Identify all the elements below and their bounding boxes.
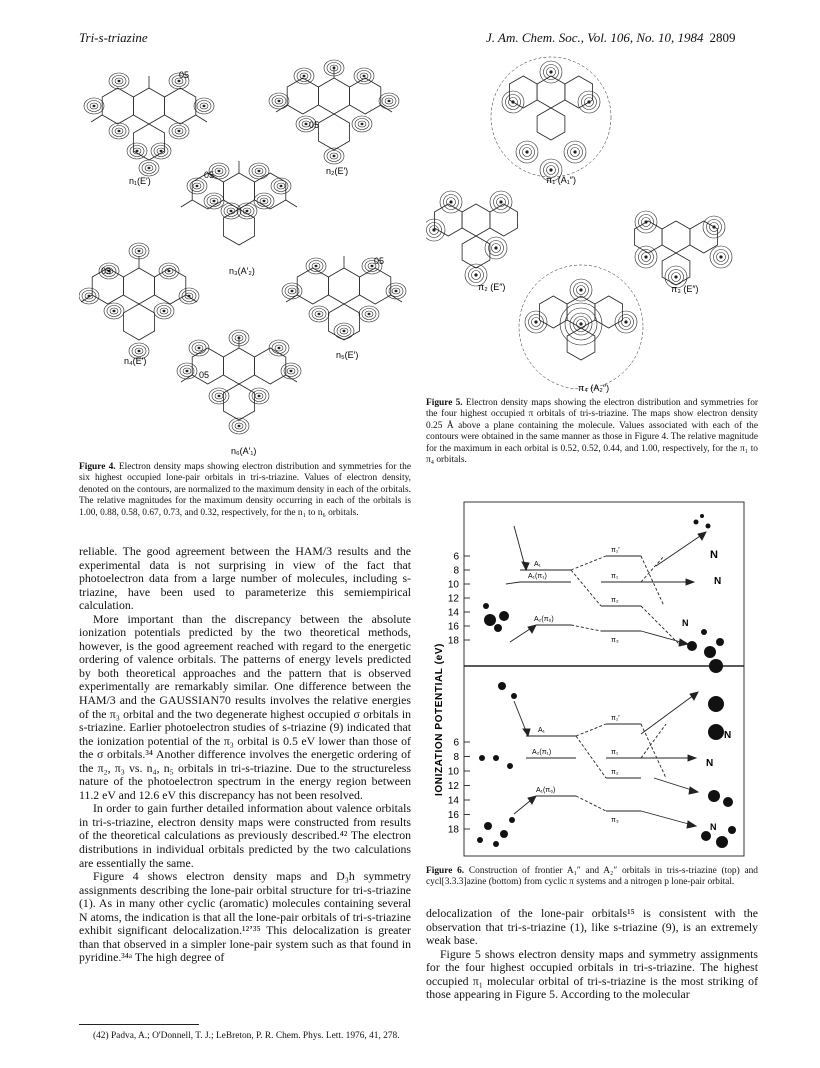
figure-5-svg bbox=[426, 52, 758, 394]
label-pi4: π₄ (A₂″) bbox=[578, 383, 610, 393]
axis-tick-label: 6 bbox=[453, 551, 459, 563]
axis-tick-label: 18 bbox=[447, 635, 459, 647]
ticks-top bbox=[448, 552, 470, 647]
pi2-map bbox=[426, 191, 518, 286]
level-label: π₂ bbox=[611, 597, 619, 604]
caption-text: Construction of frontier A₁″ and A₂″ orbitals in tris-s-triazine (top) and cycl[3.3.3]azine (bottom) from cyclic π systems and a nitrogen p lone-pair orbital. bbox=[426, 866, 758, 888]
running-head-title: Tri-s-triazine bbox=[79, 30, 148, 45]
axis-tick-label: 6 bbox=[453, 737, 459, 749]
atom-label: N bbox=[682, 618, 689, 628]
contour-label: 05 bbox=[309, 120, 320, 130]
figure-5-contour-maps bbox=[426, 52, 758, 394]
top-levels bbox=[520, 556, 681, 646]
contour-label: 05 bbox=[179, 70, 190, 80]
contour-label: 05 bbox=[204, 170, 215, 180]
figure-6-energy-diagram bbox=[426, 496, 758, 860]
atom-label: N bbox=[710, 549, 718, 561]
paragraph: More important than the discrepancy between the absolute ionization potentials predicted by the two theoretical methods, however, is the good agreement reached with regard to the energetic ordering of valence orbitals. The patterns of energy levels predicted by both theoretical approaches and the pattern that is observed experimentally are remarkably similar. One difference between the HAM/3 and the GAUSSIAN70 results involves the relative energies of the π₃ orbital and the two degenerate highest occupied σ orbitals in s-triazine. Earlier photoelectron studies of s-triazine (9) indicated that the ionization potential of the π₃ orbital is 0.5 eV lower than those of the σ orbitals.³⁴ Another difference involves the energetic ordering of the π₂, π₃ vs. n₄, n₅ orbitals in tri-s-triazine. Due to the structureless nature of the photoelectron spectrum in the energy region between 11.2 eV and 12.6 eV this discrepancy has not been resolved. bbox=[79, 611, 411, 802]
level-label: A₁(π₆) bbox=[536, 787, 556, 794]
level-label: π₁′ bbox=[611, 547, 620, 554]
label-n4: n₄(E′) bbox=[124, 356, 147, 366]
level-label: A₁(π₁) bbox=[528, 573, 547, 580]
level-label: A₂(π₁) bbox=[532, 749, 552, 756]
level-label: A₂(π₆) bbox=[534, 616, 554, 623]
level-label: π₁′ bbox=[611, 715, 620, 722]
bottom-arrows bbox=[514, 692, 698, 828]
n4-map bbox=[79, 243, 199, 359]
atom-label: N bbox=[706, 758, 714, 769]
top-arrows bbox=[506, 526, 706, 646]
atom-label: N bbox=[714, 576, 722, 587]
n1-map bbox=[84, 73, 214, 176]
figure-4-svg bbox=[79, 56, 411, 461]
level-label: π₃ bbox=[611, 637, 619, 644]
paragraph: In order to gain further detailed information about valence orbitals in tri-s-triazine, electron density maps were constructed from results of the theoretical calculations as previously described.⁴² The electron distributions in individual orbitals predicted by the two calculations are essentially the same. bbox=[79, 801, 411, 870]
label-pi3: π₃ (E″) bbox=[671, 284, 699, 294]
label-n5: n₅(E′) bbox=[336, 350, 359, 360]
y-axis-label: IONIZATION POTENTIAL (eV) bbox=[434, 643, 445, 796]
label-pi2: π₂ (E″) bbox=[478, 282, 506, 292]
diagram-frame bbox=[464, 502, 744, 856]
axis-tick-label: 12 bbox=[447, 781, 459, 792]
axis-tick-label: 12 bbox=[447, 593, 459, 605]
footnote: (42) Padva, A.; O'Donnell, T. J.; LeBreton, P. R. Chem. Phys. Lett. 1976, 41, 278. bbox=[93, 1031, 400, 1041]
axis-tick-label: 18 bbox=[447, 824, 459, 836]
label-n2: n₂(E′) bbox=[326, 166, 349, 176]
atom-label: N bbox=[710, 822, 717, 832]
axis-tick-label: 10 bbox=[447, 766, 459, 778]
pi3-map bbox=[634, 211, 732, 288]
axis-tick-label: 14 bbox=[447, 795, 459, 807]
page-number: 2809 bbox=[709, 30, 736, 45]
level-label: π₁ bbox=[611, 573, 619, 580]
level-label: π₁ bbox=[611, 749, 619, 756]
right-column-text bbox=[426, 907, 758, 1002]
running-head-journal bbox=[486, 30, 736, 46]
axis-tick-label: 16 bbox=[447, 810, 459, 821]
label-n3: n₃(A′₂) bbox=[229, 266, 255, 276]
caption-label: Figure 4. bbox=[79, 462, 116, 472]
paragraph: reliable. The good agreement between the HAM/3 results and the experimental data is not surprising in view of the fact that photoelectron data from a large number of molecules, including s-triazine, have been used to parameterize this semiempirical calculation. bbox=[79, 544, 411, 613]
n6-map bbox=[177, 330, 301, 434]
label-n1: n₁(E′) bbox=[129, 176, 151, 186]
axis-tick-label: 8 bbox=[453, 752, 459, 763]
caption-label: Figure 6. bbox=[426, 866, 465, 876]
journal-citation: J. Am. Chem. Soc., Vol. 106, No. 10, 1984 bbox=[486, 30, 704, 45]
paragraph: Figure 5 shows electron density maps and symmetry assignments for the four highest occupied orbitals in tri-s-triazine. The highest occupied π₁ molecular orbital of tri-s-triazine is the most striking of those appearing in Figure 5. According to the molecular bbox=[426, 946, 758, 1002]
n2-map bbox=[269, 60, 399, 164]
footnote-rule bbox=[79, 1024, 199, 1025]
pi1-map bbox=[491, 57, 611, 181]
caption-text: Electron density maps showing the electron distribution and symmetries for the four highest occupied π orbitals of tri-s-triazine. The maps show electron density 0.25 Å above a plane containing the molecule. Values associated with each of the contours were obtained in the same manner as those in Figure 4. The relative magnitude for the maximum in each orbital is 0.52, 0.52, 0.44, and 1.00, respectively, for the π₁ to π₄ orbitals. bbox=[426, 398, 759, 466]
bottom-levels bbox=[526, 724, 666, 811]
label-n6: n₆(A′₁) bbox=[231, 446, 257, 456]
bottom-molecule-sketches bbox=[477, 659, 736, 848]
figure-4-caption bbox=[79, 462, 411, 519]
figure-6-caption bbox=[426, 866, 758, 889]
axis-tick-label: 8 bbox=[453, 565, 459, 577]
ticks-bottom bbox=[448, 738, 470, 836]
left-column-text bbox=[79, 545, 411, 965]
figure-5-caption bbox=[426, 398, 758, 466]
level-label: A₁ bbox=[538, 727, 546, 734]
atom-label: N bbox=[724, 730, 732, 741]
axis-tick-label: 16 bbox=[447, 621, 459, 633]
n3-map bbox=[181, 161, 297, 245]
caption-text: Electron density maps showing electron distribution and symmetries for the six highest occupied lone-pair orbitals in tri-s-triazine. Values of electron density, denoted on the contours, are normalized to the maximum density in each of the orbitals. The relative magnitudes for the maximum density occurring in each of the orbitals is 1.00, 0.88, 0.58, 0.67, 0.73, and 0.32, respectively, for the n₁ to n₆ orbitals. bbox=[79, 462, 412, 518]
caption-label: Figure 5. bbox=[426, 398, 463, 408]
figure-6-svg bbox=[426, 496, 758, 860]
paragraph: delocalization of the lone-pair orbitals¹⁵ is consistent with the observation that tri-s-triazine (1), like s-triazine (9), is an extremely weak base. bbox=[426, 906, 758, 948]
contour-label: 05 bbox=[199, 370, 210, 380]
level-label: π₂ bbox=[611, 769, 619, 776]
contour-label: 05 bbox=[101, 266, 112, 276]
axis-tick-label: 14 bbox=[447, 607, 459, 619]
n5-map bbox=[282, 256, 406, 340]
contour-label: 05 bbox=[374, 256, 385, 266]
level-label: π₃ bbox=[611, 817, 619, 824]
pi4-map bbox=[519, 265, 643, 389]
level-label: A₁ bbox=[534, 561, 542, 568]
figure-4-contour-maps bbox=[79, 56, 411, 461]
label-pi1: π₁ (A₁″) bbox=[546, 175, 576, 185]
axis-tick-label: 10 bbox=[447, 579, 459, 591]
paragraph: Figure 4 shows electron density maps and D₃h symmetry assignments describing the lone-pair orbital structure for tri-s-triazine (1). As in many other cyclic (aromatic) molecules containing several N atoms, the indication is that all the lone-pair orbitals of tri-s-triazine exhibit significant delocalization.¹²ʼ³⁵ This delocalization is greater than that observed in a simpler lone-pair system such as that found in pyridine.³⁴ᵃ The high degree of bbox=[79, 869, 411, 965]
